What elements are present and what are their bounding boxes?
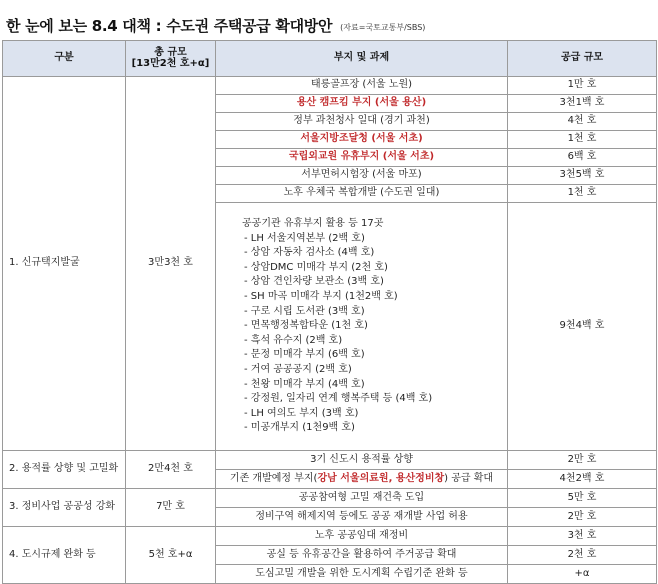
header-category: 구분 <box>3 41 126 77</box>
table-row <box>3 489 657 508</box>
supply-cell: 2천 호 <box>508 546 657 565</box>
supply-cell: 3천1백 호 <box>508 95 657 113</box>
supply-cell: 5만 호 <box>508 489 657 508</box>
supply-plan-table <box>2 40 657 584</box>
site-cell <box>216 470 508 489</box>
header-total-scale-line1: 총 규모 <box>154 47 187 58</box>
site-text-highlight: 강남 서울의료원, 용산정비창 <box>317 472 445 484</box>
site-cell: 정부 과천청사 일대 (경기 과천) <box>216 113 508 131</box>
site-cell: 3기 신도시 용적률 상향 <box>216 451 508 470</box>
category-cell: 3. 정비사업 공공성 강화 <box>3 489 126 527</box>
title-bar <box>6 6 652 36</box>
site-cell: 노후 공공임대 재정비 <box>216 527 508 546</box>
supply-cell: 6백 호 <box>508 149 657 167</box>
list-item: - LH 서울지역본부 (2백 호) <box>244 232 365 244</box>
header-site-task: 부지 및 과제 <box>216 41 508 77</box>
site-text-post: ) 공급 확대 <box>444 472 494 484</box>
supply-cell: 3천 호 <box>508 527 657 546</box>
table-row <box>3 77 657 95</box>
category-cell: 4. 도시규제 완화 등 <box>3 527 126 584</box>
list-item: - SH 마곡 미매각 부지 (1천2백 호) <box>244 291 398 303</box>
supply-cell: 2만 호 <box>508 451 657 470</box>
list-item: - LH 여의도 부지 (3백 호) <box>244 407 359 419</box>
site-cell: 노후 우체국 복합개발 (수도권 일대) <box>216 185 508 203</box>
site-cell: 국립외교원 유휴부지 (서울 서초) <box>216 149 508 167</box>
supply-cell: 1천 호 <box>508 131 657 149</box>
table-row <box>3 451 657 470</box>
category-cell: 1. 신규택지발굴 <box>3 77 126 451</box>
list-item: - 거여 공공공지 (2백 호) <box>244 363 352 375</box>
site-list-head: 공공기관 유휴부지 활용 등 17곳 <box>242 218 384 230</box>
supply-cell: 1만 호 <box>508 77 657 95</box>
supply-cell: +α <box>508 565 657 584</box>
page-title: 한 눈에 보는 8.4 대책 : 수도권 주택공급 확대방안 <box>6 17 333 35</box>
list-item: - 상암 자동차 검사소 (4백 호) <box>244 247 375 259</box>
site-cell: 서울지방조달청 (서울 서초) <box>216 131 508 149</box>
list-item: - 상암DMC 미매각 부지 (2천 호) <box>244 261 388 273</box>
list-item: - 미공개부지 (1천9백 호) <box>244 422 355 434</box>
table-header-row <box>3 41 657 77</box>
table-row <box>3 527 657 546</box>
total-cell: 3만3천 호 <box>126 77 216 451</box>
supply-cell: 4천 호 <box>508 113 657 131</box>
list-item: - 문정 미매각 부지 (6백 호) <box>244 349 365 361</box>
list-item: - 천왕 미매각 부지 (4백 호) <box>244 378 365 390</box>
site-cell: 도심고밀 개발을 위한 도시계획 수립기준 완화 등 <box>216 565 508 584</box>
header-total-scale-line2: [13만2천 호+α] <box>131 57 210 69</box>
site-cell: 공실 등 유휴공간을 활용하여 주거공급 확대 <box>216 546 508 565</box>
header-total-scale <box>126 41 216 77</box>
list-item: - 상암 견인차량 보관소 (3백 호) <box>244 276 384 288</box>
source-note: (자료=국토교통부/SBS) <box>340 23 426 32</box>
total-cell: 2만4천 호 <box>126 451 216 489</box>
site-cell: 용산 캠프킴 부지 (서울 용산) <box>216 95 508 113</box>
header-supply-scale: 공급 규모 <box>508 41 657 77</box>
site-cell: 공공참여형 고밀 재건축 도입 <box>216 489 508 508</box>
supply-cell: 3천5백 호 <box>508 167 657 185</box>
list-item: - 강정원, 일자리 연계 행복주택 등 (4백 호) <box>244 393 433 405</box>
supply-cell: 1천 호 <box>508 185 657 203</box>
site-cell: 서부면허시험장 (서울 마포) <box>216 167 508 185</box>
site-cell: 태릉골프장 (서울 노원) <box>216 77 508 95</box>
site-list-cell <box>216 203 508 451</box>
category-cell: 2. 용적률 상향 및 고밀화 <box>3 451 126 489</box>
site-cell: 정비구역 해제지역 등에도 공공 재개발 사업 허용 <box>216 508 508 527</box>
list-item: - 면목행정복합타운 (1천 호) <box>244 320 368 332</box>
supply-cell: 4천2백 호 <box>508 470 657 489</box>
supply-cell: 2만 호 <box>508 508 657 527</box>
list-item: - 흑석 유수지 (2백 호) <box>244 334 343 346</box>
total-cell: 5천 호+α <box>126 527 216 584</box>
list-item: - 구로 시립 도서관 (3백 호) <box>244 305 365 317</box>
site-text-pre: 기존 개발예정 부지( <box>229 472 318 484</box>
supply-cell: 9천4백 호 <box>508 203 657 451</box>
total-cell: 7만 호 <box>126 489 216 527</box>
